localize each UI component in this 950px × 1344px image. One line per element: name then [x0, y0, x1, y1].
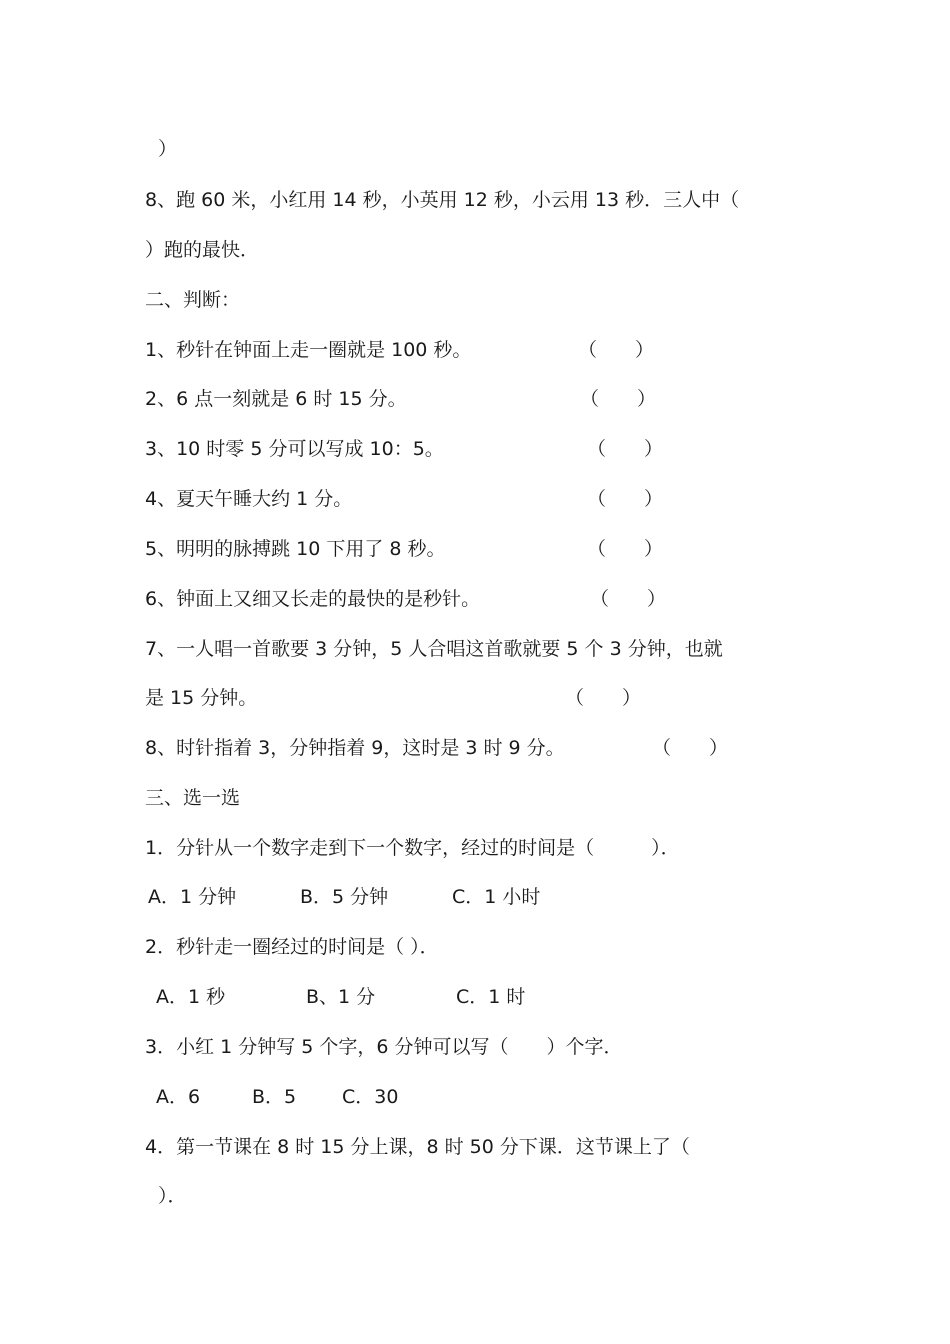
choose-q1-options	[148, 882, 648, 912]
option-a[interactable]: A．6	[156, 1086, 201, 1108]
judge-answer-4[interactable]: （ ）	[587, 488, 664, 510]
judge-answer-8[interactable]: （ ）	[652, 737, 729, 759]
section-heading-choose: 三、选一选	[145, 787, 241, 809]
judge-item-5: 5、明明的脉搏跳 10 下用了 8 秒。	[145, 538, 446, 560]
section-heading-judge: 二、判断：	[145, 289, 241, 311]
judge-answer-3[interactable]: （ ）	[587, 438, 664, 460]
option-b[interactable]: B、1 分	[306, 986, 376, 1008]
choose-q3: 3．小红 1 分钟写 5 个字，6 分钟可以写（ ）个字．	[145, 1036, 623, 1058]
judge-answer-7[interactable]: （ ）	[565, 687, 642, 709]
option-b[interactable]: B．5	[252, 1086, 297, 1108]
judge-item-3: 3、10 时零 5 分可以写成 10：5。	[145, 438, 444, 460]
judge-item-4: 4、夏天午睡大约 1 分。	[145, 488, 353, 510]
judge-answer-1[interactable]: （ ）	[578, 339, 655, 361]
option-c[interactable]: C．1 小时	[452, 886, 541, 908]
choose-q4-cont: ）．	[158, 1185, 187, 1207]
choose-q4: 4．第一节课在 8 时 15 分上课，8 时 50 分下课．这节课上了（	[145, 1136, 690, 1158]
fill-q7-tail: ）	[158, 138, 178, 160]
choose-q2-options	[156, 982, 656, 1012]
option-a[interactable]: A．1 分钟	[148, 886, 237, 908]
judge-answer-6[interactable]: （ ）	[590, 588, 667, 610]
judge-item-2: 2、6 点一刻就是 6 时 15 分。	[145, 388, 407, 410]
option-a[interactable]: A．1 秒	[156, 986, 226, 1008]
fill-q8-line2: ）跑的最快．	[145, 239, 260, 261]
judge-answer-5[interactable]: （ ）	[587, 538, 664, 560]
choose-q3-options	[156, 1082, 556, 1112]
judge-item-1: 1、秒针在钟面上走一圈就是 100 秒。	[145, 339, 472, 361]
fill-q8-line1: 8、跑 60 米，小红用 14 秒，小英用 12 秒，小云用 13 秒．三人中（	[145, 189, 740, 211]
judge-item-8: 8、时针指着 3，分钟指着 9，这时是 3 时 9 分。	[145, 737, 565, 759]
option-b[interactable]: B．5 分钟	[300, 886, 389, 908]
judge-item-7-cont: 是 15 分钟。	[145, 687, 258, 709]
option-c[interactable]: C．1 时	[456, 986, 526, 1008]
judge-answer-2[interactable]: （ ）	[580, 388, 657, 410]
option-c[interactable]: C．30	[342, 1086, 399, 1108]
judge-item-7: 7、一人唱一首歌要 3 分钟，5 人合唱这首歌就要 5 个 3 分钟，也就	[145, 638, 723, 660]
judge-item-6: 6、钟面上又细又长走的最快的是秒针。	[145, 588, 481, 610]
choose-q2: 2．秒针走一圈经过的时间是（ ）．	[145, 936, 439, 958]
choose-q1: 1．分针从一个数字走到下一个数字，经过的时间是（ ）．	[145, 837, 680, 859]
